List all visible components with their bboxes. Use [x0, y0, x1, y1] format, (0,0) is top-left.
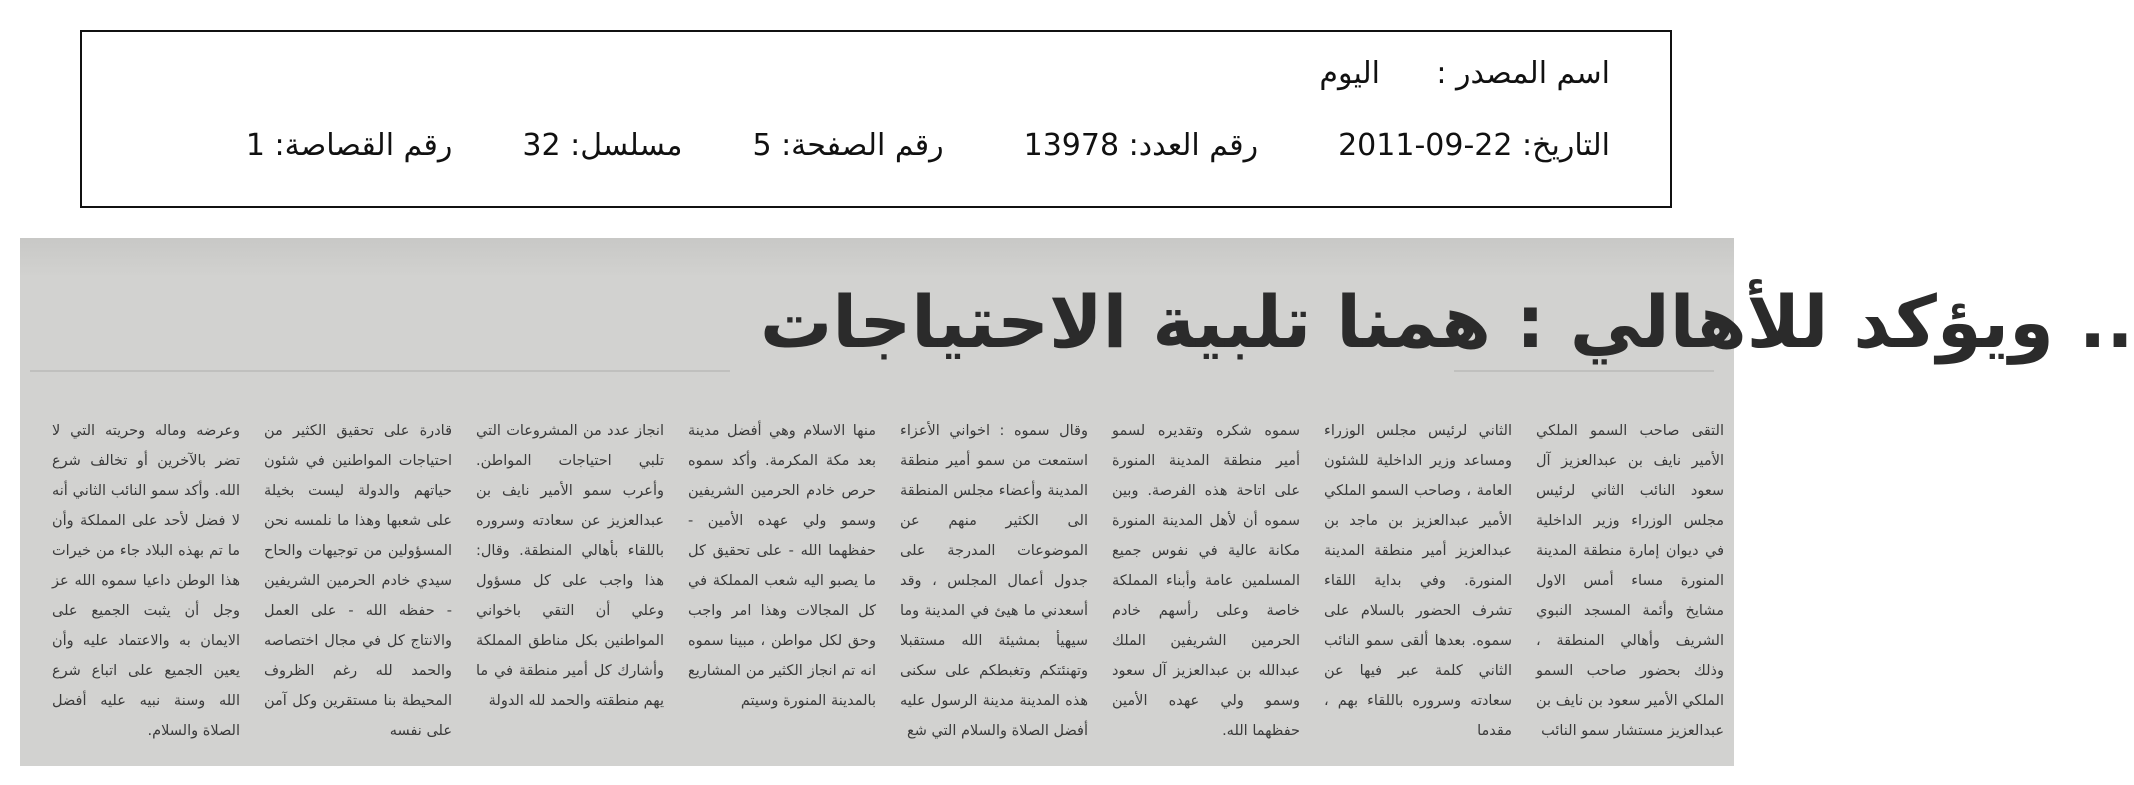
article-column-5: منها الاسلام وهي أفضل مدينة بعد مكة المكرمة. وأكد سموه حرص خادم الحرمين الشريفين وسمو ولي عهده الأمين - حفظهما الله - على تحقيق كل ما يصبو اليه شعب المملكة في كل المجالات وهذا امر واجب وحق لكل مواطن ، مبينا سموه انه تم انجاز الكثير من المشاريع بالمدينة المنورة وسيتم: [688, 423, 876, 709]
issue-number-field: رقم العدد: 13978: [1023, 128, 1259, 163]
article-column-3: سموه شكره وتقديره لسمو أمير منطقة المدينة المنورة على اتاحة هذه الفرصة. وبين سموه أن لأهل المدينة المنورة مكانة عالية في نفوس جميع المسلمين عامة وأبناء المملكة خاصة وعلى رأسهم خادم الحرمين الشريفين الملك عبدالله بن عبدالعزيز آل سعود وسمو ولي عهده الأمين حفظهما الله.: [1112, 423, 1300, 739]
page-number-field: رقم الصفحة: 5: [752, 128, 944, 163]
article-body: [50, 416, 1724, 766]
serial-field: مسلسل: 32: [522, 128, 683, 163]
details-row: [246, 128, 1610, 163]
article-headline: .. ويؤكد للأهالي : همنا تلبية الاحتياجات: [760, 280, 2134, 364]
source-label: اسم المصدر :: [1436, 56, 1610, 91]
article-column-8: وعرضه وماله وحريته التي لا تضر بالآخرين أو تخالف شرع الله. وأكد سمو النائب الثاني أنه لا فضل لأحد على المملكة وأن ما تم بهذه البلاد جاء من خيرات هذا الوطن داعيا سموه الله عز وجل أن يثبت الجميع على الايمان به والاعتماد عليه وأن يعين الجميع على اتباع شرع الله وسنة نبيه عليه أفضل الصلاة والسلام.: [52, 423, 240, 739]
clipping-metadata-box: [80, 30, 1672, 208]
faint-rule: [1454, 370, 1714, 372]
article-column-1: التقى صاحب السمو الملكي الأمير نايف بن عبدالعزيز آل سعود النائب الثاني لرئيس مجلس الوزراء وزير الداخلية في ديوان إمارة منطقة المدينة المنورة مساء أمس الاول مشايخ وأئمة المسجد النبوي الشريف وأهالي المنطقة ، وذلك بحضور صاحب السمو الملكي الأمير سعود بن نايف بن عبدالعزيز مستشار سمو النائب: [1536, 423, 1724, 739]
article-column-7: قادرة على تحقيق الكثير من احتياجات المواطنين في شئون حياتهم والدولة ليست بخيلة على شعبها وهذا ما نلمسه نحن المسؤولين من توجيهات والحاح سيدي خادم الحرمين الشريفين - حفظه الله - على العمل والانتاج كل في مجال اختصاصه والحمد لله رغم الظروف المحيطة بنا مستقرين وكل آمن على نفسه: [264, 423, 452, 739]
source-row: [1319, 56, 1610, 91]
article-column-4: وقال سموه : اخواني الأعزاء استمعت من سمو أمير منطقة المدينة وأعضاء مجلس المنطقة الى الكثير منهم عن الموضوعات المدرجة على جدول أعمال المجلس ، وقد أسعدني ما هيئ في المدينة وما سيهيأ بمشيئة الله مستقبلا وتهنئتكم وتغبطكم على سكنى هذه المدينة مدينة الرسول عليه أفضل الصلاة والسلام التي شع: [900, 423, 1088, 739]
source-value: اليوم: [1319, 56, 1380, 91]
article-column-6: انجاز عدد من المشروعات التي تلبي احتياجات المواطن. وأعرب سمو الأمير نايف بن عبدالعزيز عن سعادته وسروره باللقاء بأهالي المنطقة. وقال: هذا واجب على كل مسؤول وعلي أن التقي باخواني المواطنين بكل مناطق المملكة وأشارك كل أمير منطقة في ما يهم منطقته والحمد لله الدولة: [476, 423, 664, 709]
article-column-2: الثاني لرئيس مجلس الوزراء ومساعد وزير الداخلية للشئون العامة ، وصاحب السمو الملكي الأمير عبدالعزيز بن ماجد بن عبدالعزيز أمير منطقة المدينة المنورة. وفي بداية اللقاء تشرف الحضور بالسلام على سموه. بعدها ألقى سمو النائب الثاني كلمة عبر فيها عن سعادته وسروره باللقاء بهم ، مقدما: [1324, 423, 1512, 739]
date-field: التاريخ: 22-09-2011: [1338, 128, 1610, 163]
clip-number-field: رقم القصاصة: 1: [245, 128, 453, 163]
newspaper-clipping: [20, 238, 2134, 766]
clipping-top-shade: [20, 238, 1734, 278]
faint-rule: [30, 370, 730, 372]
